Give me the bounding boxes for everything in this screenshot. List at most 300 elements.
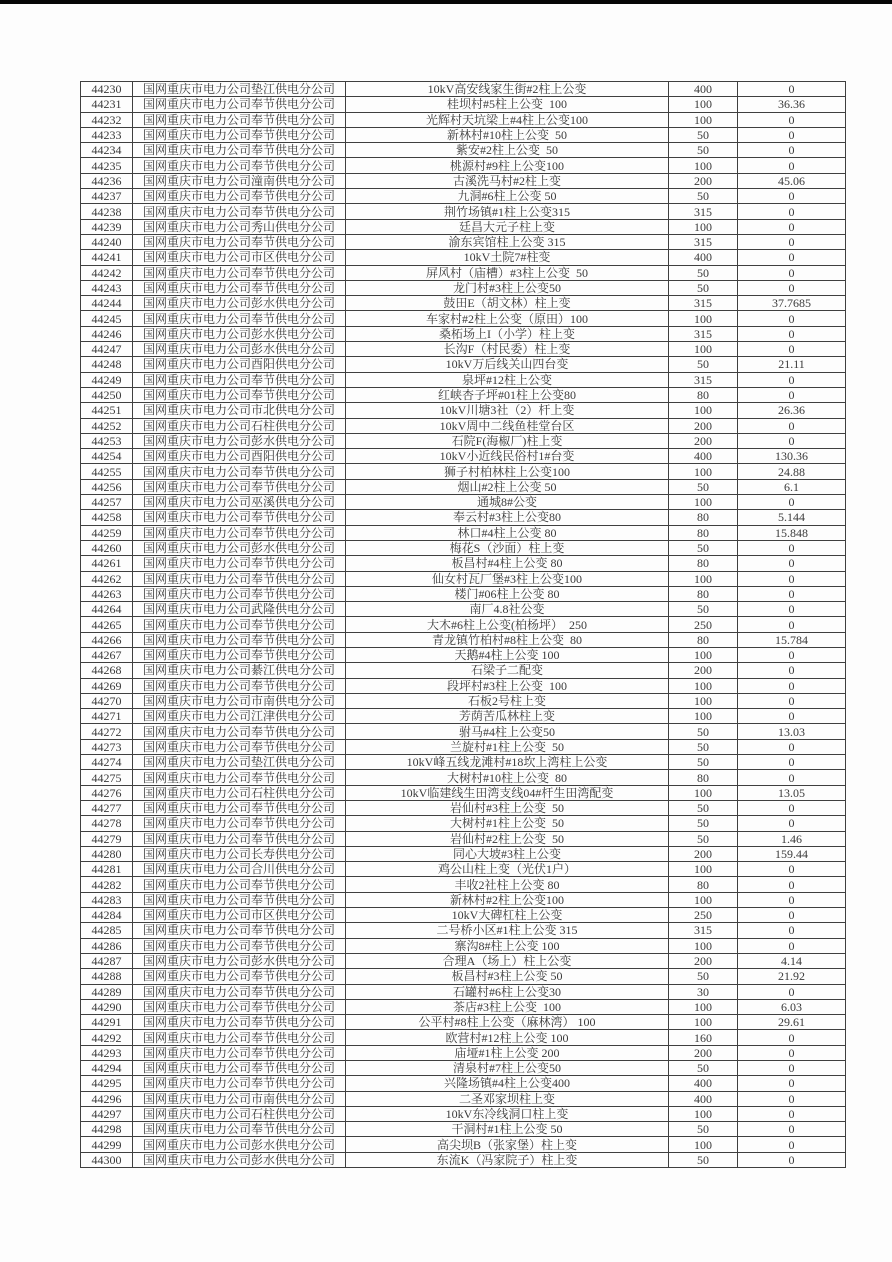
cell-company-name: 国网重庆市电力公司奉节供电分公司 [133,1030,346,1045]
table-row [81,923,846,938]
cell-capacity: 400 [669,250,738,265]
cell-measure-value: 21.11 [738,357,846,372]
cell-row-id: 44230 [81,82,133,97]
table-row [81,280,846,295]
cell-measure-value: 0 [738,586,846,601]
cell-transformer-name: 大木#6柱上公变(柏杨坪） 250 [346,617,669,632]
cell-company-name: 国网重庆市电力公司奉节供电分公司 [133,1076,346,1091]
cell-company-name: 国网重庆市电力公司奉节供电分公司 [133,387,346,402]
cell-capacity: 50 [669,479,738,494]
cell-row-id: 44264 [81,602,133,617]
cell-transformer-name: 通城8#公变 [346,495,669,510]
cell-measure-value: 0 [738,82,846,97]
cell-measure-value: 37.7685 [738,296,846,311]
cell-transformer-name: 桂坝村#5柱上公变 100 [346,97,669,112]
cell-row-id: 44274 [81,755,133,770]
cell-measure-value: 0 [738,938,846,953]
cell-row-id: 44298 [81,1122,133,1137]
cell-capacity: 200 [669,173,738,188]
cell-transformer-name: 泉坪#12柱上公变 [346,372,669,387]
cell-row-id: 44280 [81,846,133,861]
cell-capacity: 100 [669,571,738,586]
cell-capacity: 50 [669,1122,738,1137]
cell-company-name: 国网重庆市电力公司奉节供电分公司 [133,632,346,647]
cell-company-name: 国网重庆市电力公司石柱供电分公司 [133,418,346,433]
cell-transformer-name: 新林村#2柱上公变100 [346,892,669,907]
table-row [81,938,846,953]
cell-transformer-name: 天鹅#4柱上公变 100 [346,647,669,662]
cell-transformer-name: 10kV万后线关山四台变 [346,357,669,372]
cell-row-id: 44258 [81,510,133,525]
cell-transformer-name: 10kV峰五线龙滩村#18坎上湾柱上公变 [346,755,669,770]
table-row [81,1045,846,1060]
cell-measure-value: 0 [738,250,846,265]
cell-capacity: 200 [669,418,738,433]
cell-row-id: 44247 [81,342,133,357]
cell-company-name: 国网重庆市电力公司合川供电分公司 [133,862,346,877]
cell-measure-value: 0 [738,540,846,555]
cell-company-name: 国网重庆市电力公司奉节供电分公司 [133,510,346,525]
cell-row-id: 44240 [81,234,133,249]
cell-capacity: 315 [669,234,738,249]
cell-capacity: 50 [669,1061,738,1076]
cell-measure-value: 0 [738,923,846,938]
cell-capacity: 315 [669,204,738,219]
cell-measure-value: 0 [738,1106,846,1121]
cell-capacity: 100 [669,693,738,708]
cell-row-id: 44283 [81,892,133,907]
cell-capacity: 80 [669,632,738,647]
cell-transformer-name: 10kV小近线民俗村1#台变 [346,449,669,464]
cell-transformer-name: 岩仙村#2柱上公变 50 [346,831,669,846]
cell-capacity: 200 [669,1045,738,1060]
table-row [81,510,846,525]
cell-row-id: 44285 [81,923,133,938]
cell-row-id: 44262 [81,571,133,586]
cell-measure-value: 0 [738,219,846,234]
cell-measure-value: 15.848 [738,525,846,540]
cell-company-name: 国网重庆市电力公司石柱供电分公司 [133,1106,346,1121]
cell-company-name: 国网重庆市电力公司奉节供电分公司 [133,265,346,280]
cell-row-id: 44252 [81,418,133,433]
cell-capacity: 100 [669,342,738,357]
cell-company-name: 国网重庆市电力公司垫江供电分公司 [133,82,346,97]
transformer-table-body [81,82,846,1168]
table-row [81,112,846,127]
cell-transformer-name: 红峡杏子坪#01柱上公变80 [346,387,669,402]
cell-transformer-name: 光辉村天坑梁上#4柱上公变100 [346,112,669,127]
table-row [81,1137,846,1152]
cell-row-id: 44284 [81,908,133,923]
table-row [81,724,846,739]
cell-company-name: 国网重庆市电力公司酉阳供电分公司 [133,357,346,372]
table-row [81,755,846,770]
cell-row-id: 44269 [81,678,133,693]
table-row [81,1061,846,1076]
cell-measure-value: 0 [738,1045,846,1060]
cell-capacity: 400 [669,449,738,464]
cell-capacity: 100 [669,112,738,127]
table-row [81,617,846,632]
table-row [81,953,846,968]
cell-capacity: 100 [669,647,738,662]
cell-capacity: 100 [669,1137,738,1152]
cell-company-name: 国网重庆市电力公司巫溪供电分公司 [133,495,346,510]
cell-row-id: 44236 [81,173,133,188]
table-row [81,663,846,678]
cell-capacity: 50 [669,540,738,555]
cell-company-name: 国网重庆市电力公司彭水供电分公司 [133,326,346,341]
table-row [81,800,846,815]
cell-transformer-name: 渝东宾馆柱上公变 315 [346,234,669,249]
table-row [81,892,846,907]
cell-transformer-name: 仙女村瓦厂堡#3柱上公变100 [346,571,669,586]
table-row [81,709,846,724]
cell-row-id: 44296 [81,1091,133,1106]
cell-row-id: 44241 [81,250,133,265]
cell-capacity: 80 [669,387,738,402]
cell-row-id: 44281 [81,862,133,877]
cell-row-id: 44248 [81,357,133,372]
cell-company-name: 国网重庆市电力公司奉节供电分公司 [133,617,346,632]
table-row [81,831,846,846]
table-row [81,999,846,1014]
cell-company-name: 国网重庆市电力公司奉节供电分公司 [133,877,346,892]
cell-measure-value: 0 [738,1152,846,1167]
cell-transformer-name: 驸马#4柱上公变50 [346,724,669,739]
cell-company-name: 国网重庆市电力公司奉节供电分公司 [133,189,346,204]
cell-transformer-name: 大树村#1柱上公变 50 [346,816,669,831]
cell-company-name: 国网重庆市电力公司奉节供电分公司 [133,770,346,785]
cell-row-id: 44232 [81,112,133,127]
cell-capacity: 80 [669,510,738,525]
table-row [81,234,846,249]
cell-company-name: 国网重庆市电力公司奉节供电分公司 [133,816,346,831]
cell-row-id: 44259 [81,525,133,540]
cell-company-name: 国网重庆市电力公司彭水供电分公司 [133,433,346,448]
table-row [81,908,846,923]
cell-company-name: 国网重庆市电力公司市区供电分公司 [133,908,346,923]
table-row [81,204,846,219]
cell-capacity: 315 [669,372,738,387]
cell-capacity: 315 [669,296,738,311]
cell-capacity: 50 [669,357,738,372]
cell-measure-value: 5.144 [738,510,846,525]
cell-measure-value: 24.88 [738,464,846,479]
cell-capacity: 50 [669,602,738,617]
cell-transformer-name: 鸡公山柱上变（光伏1户） [346,862,669,877]
table-row [81,586,846,601]
table-row [81,1091,846,1106]
cell-row-id: 44237 [81,189,133,204]
cell-measure-value: 13.03 [738,724,846,739]
cell-transformer-name: 10kV大碑杠柱上公变 [346,908,669,923]
cell-row-id: 44294 [81,1061,133,1076]
cell-transformer-name: 欧营村#12柱上公变 100 [346,1030,669,1045]
cell-company-name: 国网重庆市电力公司市北供电分公司 [133,403,346,418]
cell-row-id: 44290 [81,999,133,1014]
cell-company-name: 国网重庆市电力公司奉节供电分公司 [133,1015,346,1030]
cell-capacity: 100 [669,464,738,479]
cell-row-id: 44271 [81,709,133,724]
table-row [81,770,846,785]
cell-measure-value: 6.1 [738,479,846,494]
table-row [81,265,846,280]
cell-company-name: 国网重庆市电力公司市区供电分公司 [133,250,346,265]
cell-capacity: 50 [669,816,738,831]
table-row [81,647,846,662]
cell-row-id: 44263 [81,586,133,601]
cell-company-name: 国网重庆市电力公司奉节供电分公司 [133,112,346,127]
cell-transformer-name: 清泉村#7柱上公变50 [346,1061,669,1076]
cell-capacity: 100 [669,785,738,800]
cell-transformer-name: 同心大坡#3柱上公变 [346,846,669,861]
cell-measure-value: 0 [738,663,846,678]
cell-capacity: 80 [669,877,738,892]
cell-transformer-name: 石梁子二配变 [346,663,669,678]
cell-measure-value: 0 [738,433,846,448]
table-row [81,739,846,754]
table-row [81,296,846,311]
cell-capacity: 50 [669,1152,738,1167]
cell-transformer-name: 二圣邓家坝柱上变 [346,1091,669,1106]
cell-capacity: 30 [669,984,738,999]
cell-measure-value: 4.14 [738,953,846,968]
cell-measure-value: 0 [738,862,846,877]
cell-transformer-name: 兰旋村#1柱上公变 50 [346,739,669,754]
cell-capacity: 100 [669,999,738,1014]
table-row [81,632,846,647]
cell-company-name: 国网重庆市电力公司彭水供电分公司 [133,296,346,311]
table-row [81,464,846,479]
cell-measure-value: 0 [738,311,846,326]
cell-row-id: 44246 [81,326,133,341]
cell-transformer-name: 车家村#2柱上公变（原田）100 [346,311,669,326]
table-row [81,1015,846,1030]
cell-company-name: 国网重庆市电力公司奉节供电分公司 [133,127,346,142]
cell-capacity: 200 [669,846,738,861]
cell-company-name: 国网重庆市电力公司奉节供电分公司 [133,234,346,249]
cell-company-name: 国网重庆市电力公司奉节供电分公司 [133,800,346,815]
cell-capacity: 50 [669,831,738,846]
cell-company-name: 国网重庆市电力公司奉节供电分公司 [133,831,346,846]
cell-measure-value: 0 [738,143,846,158]
cell-row-id: 44255 [81,464,133,479]
table-row [81,1030,846,1045]
cell-transformer-name: 10kV周中二线鱼桂堂台区 [346,418,669,433]
table-row [81,158,846,173]
cell-transformer-name: 桑柘场上I（小学）柱上变 [346,326,669,341]
cell-company-name: 国网重庆市电力公司奉节供电分公司 [133,724,346,739]
cell-row-id: 44270 [81,693,133,708]
cell-company-name: 国网重庆市电力公司市南供电分公司 [133,1091,346,1106]
cell-capacity: 80 [669,770,738,785]
cell-measure-value: 0 [738,1122,846,1137]
cell-capacity: 50 [669,127,738,142]
cell-row-id: 44256 [81,479,133,494]
table-row [81,326,846,341]
cell-measure-value: 0 [738,571,846,586]
table-row [81,82,846,97]
cell-measure-value: 0 [738,892,846,907]
cell-capacity: 50 [669,265,738,280]
cell-row-id: 44295 [81,1076,133,1091]
cell-transformer-name: 古溪洗马村#2柱上变 [346,173,669,188]
cell-capacity: 80 [669,586,738,601]
cell-row-id: 44287 [81,953,133,968]
cell-capacity: 50 [669,280,738,295]
cell-measure-value: 21.92 [738,969,846,984]
cell-capacity: 100 [669,403,738,418]
cell-transformer-name: 楼门#06柱上公变 80 [346,586,669,601]
table-row [81,387,846,402]
cell-measure-value: 0 [738,418,846,433]
cell-company-name: 国网重庆市电力公司奉节供电分公司 [133,586,346,601]
table-row [81,372,846,387]
cell-measure-value: 0 [738,265,846,280]
table-row [81,1152,846,1167]
cell-capacity: 200 [669,663,738,678]
cell-row-id: 44242 [81,265,133,280]
cell-company-name: 国网重庆市电力公司市南供电分公司 [133,693,346,708]
cell-transformer-name: 段坪村#3柱上公变 100 [346,678,669,693]
table-row [81,785,846,800]
cell-company-name: 国网重庆市电力公司长寿供电分公司 [133,846,346,861]
cell-transformer-name: 茶店#3柱上公变 100 [346,999,669,1014]
cell-capacity: 100 [669,311,738,326]
cell-measure-value: 0 [738,908,846,923]
table-row [81,173,846,188]
cell-measure-value: 0 [738,770,846,785]
cell-company-name: 国网重庆市电力公司奉节供电分公司 [133,372,346,387]
cell-company-name: 国网重庆市电力公司奉节供电分公司 [133,280,346,295]
cell-capacity: 50 [669,143,738,158]
cell-measure-value: 26.36 [738,403,846,418]
table-row [81,311,846,326]
cell-row-id: 44254 [81,449,133,464]
cell-company-name: 国网重庆市电力公司奉节供电分公司 [133,984,346,999]
table-row [81,342,846,357]
cell-transformer-name: 林口#4柱上公变 80 [346,525,669,540]
cell-transformer-name: 板昌村#3柱上公变 50 [346,969,669,984]
cell-transformer-name: 丰收2社柱上公变 80 [346,877,669,892]
cell-transformer-name: 二号桥小区#1柱上公变 315 [346,923,669,938]
cell-measure-value: 0 [738,127,846,142]
table-row [81,219,846,234]
cell-row-id: 44238 [81,204,133,219]
cell-transformer-name: 屏风村（庙槽）#3柱上公变 50 [346,265,669,280]
cell-company-name: 国网重庆市电力公司石柱供电分公司 [133,785,346,800]
cell-measure-value: 0 [738,495,846,510]
cell-company-name: 国网重庆市电力公司奉节供电分公司 [133,892,346,907]
table-row [81,602,846,617]
cell-measure-value: 0 [738,326,846,341]
cell-company-name: 国网重庆市电力公司秀山供电分公司 [133,219,346,234]
cell-capacity: 50 [669,739,738,754]
cell-company-name: 国网重庆市电力公司潼南供电分公司 [133,173,346,188]
cell-company-name: 国网重庆市电力公司彭水供电分公司 [133,953,346,968]
table-row [81,250,846,265]
cell-company-name: 国网重庆市电力公司奉节供电分公司 [133,204,346,219]
cell-row-id: 44251 [81,403,133,418]
cell-company-name: 国网重庆市电力公司奉节供电分公司 [133,999,346,1014]
cell-company-name: 国网重庆市电力公司奉节供电分公司 [133,525,346,540]
cell-row-id: 44233 [81,127,133,142]
cell-company-name: 国网重庆市电力公司奉节供电分公司 [133,479,346,494]
cell-capacity: 100 [669,678,738,693]
table-row [81,1076,846,1091]
cell-transformer-name: 大树村#10柱上公变 80 [346,770,669,785]
cell-company-name: 国网重庆市电力公司奉节供电分公司 [133,739,346,754]
cell-company-name: 国网重庆市电力公司奉节供电分公司 [133,647,346,662]
cell-transformer-name: 紫安#2柱上公变 50 [346,143,669,158]
cell-measure-value: 0 [738,739,846,754]
cell-measure-value: 159.44 [738,846,846,861]
cell-row-id: 44286 [81,938,133,953]
cell-measure-value: 0 [738,877,846,892]
cell-row-id: 44231 [81,97,133,112]
cell-capacity: 400 [669,1091,738,1106]
cell-row-id: 44282 [81,877,133,892]
cell-measure-value: 0 [738,1076,846,1091]
cell-row-id: 44293 [81,1045,133,1060]
cell-measure-value: 130.36 [738,449,846,464]
cell-transformer-name: 干洞村#1柱上公变 50 [346,1122,669,1137]
cell-row-id: 44272 [81,724,133,739]
cell-transformer-name: 兴隆场镇#4柱上公变400 [346,1076,669,1091]
cell-capacity: 100 [669,495,738,510]
cell-measure-value: 15.784 [738,632,846,647]
cell-measure-value: 0 [738,342,846,357]
table-row [81,877,846,892]
cell-company-name: 国网重庆市电力公司彭水供电分公司 [133,342,346,357]
cell-capacity: 100 [669,1106,738,1121]
cell-company-name: 国网重庆市电力公司垫江供电分公司 [133,755,346,770]
cell-measure-value: 45.06 [738,173,846,188]
table-row [81,678,846,693]
cell-company-name: 国网重庆市电力公司彭水供电分公司 [133,1137,346,1152]
cell-measure-value: 0 [738,372,846,387]
cell-row-id: 44299 [81,1137,133,1152]
cell-row-id: 44273 [81,739,133,754]
cell-measure-value: 29.61 [738,1015,846,1030]
cell-capacity: 250 [669,908,738,923]
cell-company-name: 国网重庆市电力公司奉节供电分公司 [133,311,346,326]
cell-capacity: 50 [669,755,738,770]
cell-row-id: 44260 [81,540,133,555]
cell-company-name: 国网重庆市电力公司奉节供电分公司 [133,464,346,479]
table-row [81,433,846,448]
table-row [81,189,846,204]
cell-measure-value: 0 [738,693,846,708]
cell-transformer-name: 南厂4.8社公变 [346,602,669,617]
cell-row-id: 44291 [81,1015,133,1030]
cell-capacity: 400 [669,82,738,97]
cell-company-name: 国网重庆市电力公司武隆供电分公司 [133,602,346,617]
cell-capacity: 160 [669,1030,738,1045]
cell-transformer-name: 10kV川塘3社（2）杆上变 [346,403,669,418]
cell-measure-value: 0 [738,1030,846,1045]
table-row [81,403,846,418]
cell-company-name: 国网重庆市电力公司酉阳供电分公司 [133,449,346,464]
cell-row-id: 44249 [81,372,133,387]
cell-row-id: 44245 [81,311,133,326]
cell-capacity: 50 [669,969,738,984]
cell-transformer-name: 合理A（场上）柱上公变 [346,953,669,968]
cell-capacity: 100 [669,709,738,724]
cell-row-id: 44265 [81,617,133,632]
table-row [81,495,846,510]
